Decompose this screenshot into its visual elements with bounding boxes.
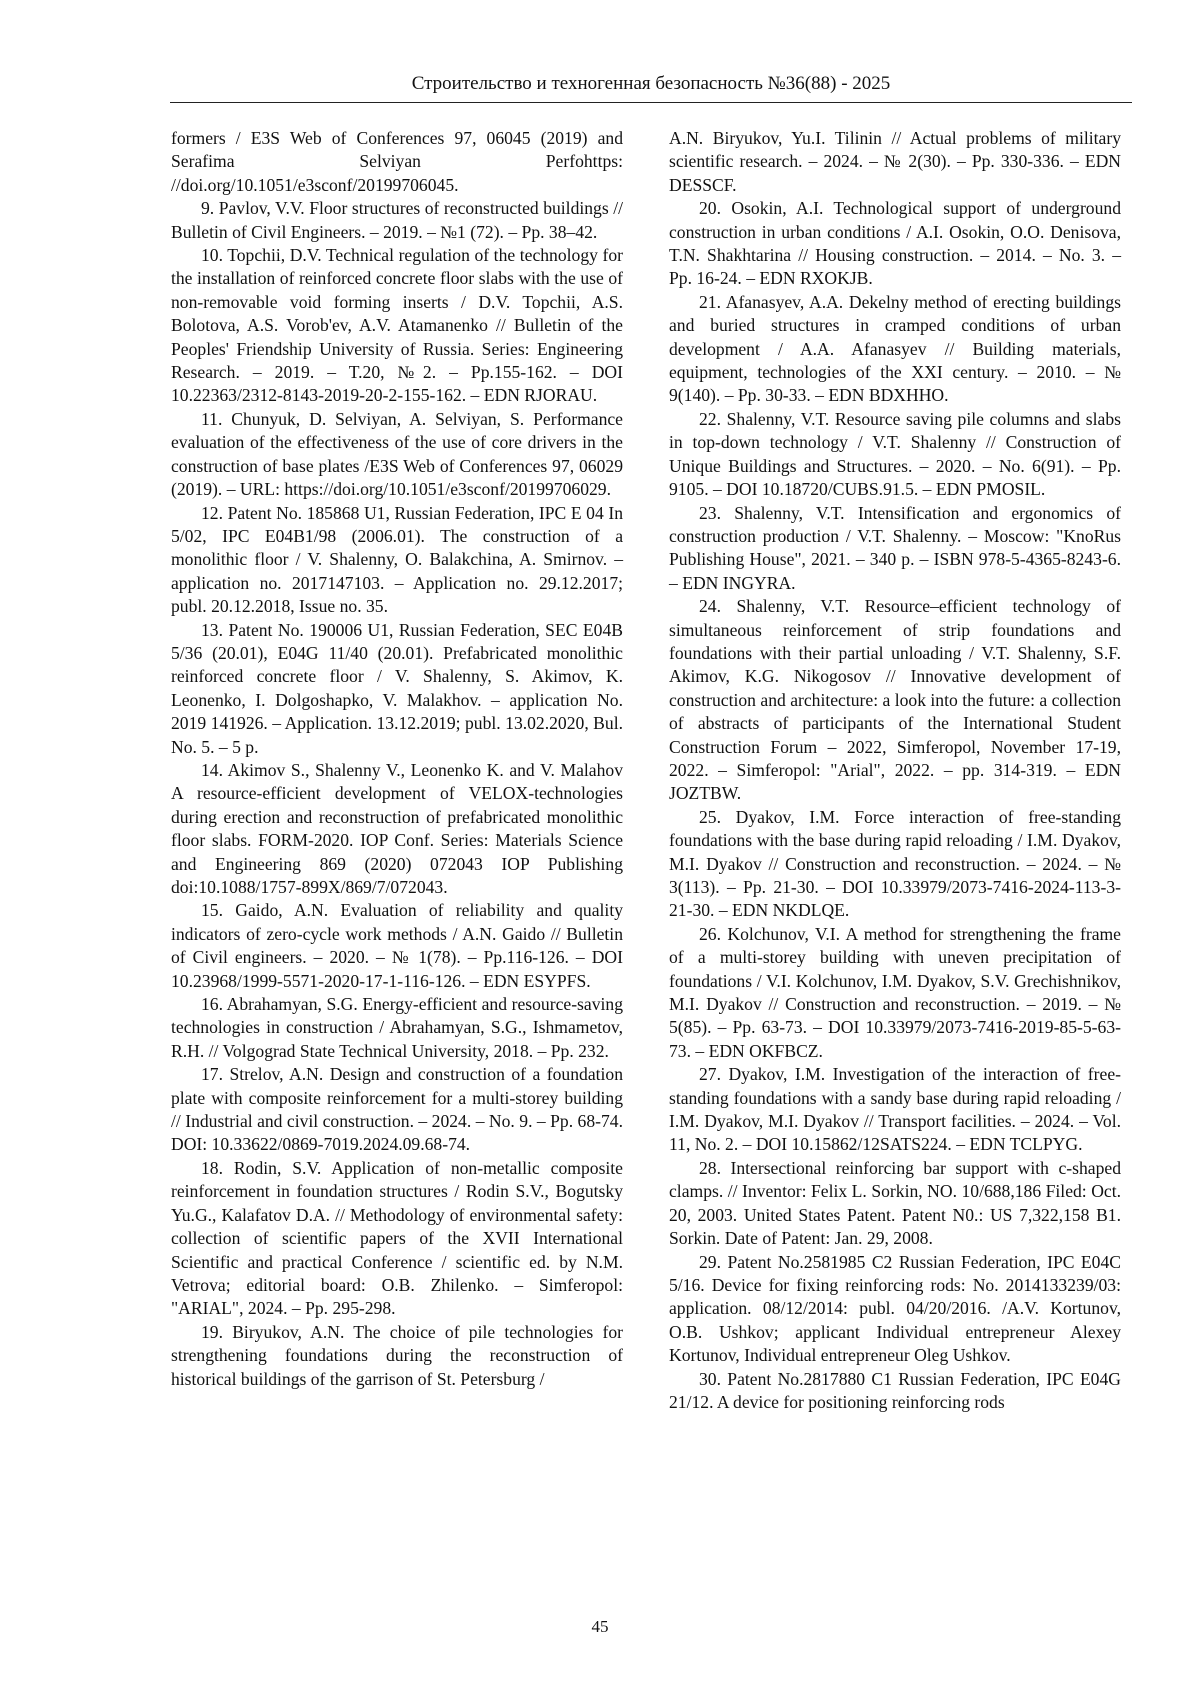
reference-29: 29. Patent No.2581985 C2 Russian Federation, IPC E04C 5/16. Device for fixing reinforcing rods: No. 2014133239/03: application. 08/12/2014: publ. 04/20/2016. /A.V. Kortunov, O.B. Ushkov; applicant Individual entrepreneur Alexey Kortunov, Individual entrepreneur Oleg Ushkov. — [669, 1251, 1121, 1366]
page-number: 45 — [591, 1617, 609, 1636]
reference-17: 17. Strelov, A.N. Design and construction of a foundation plate with composite reinforcement for a multi-storey building // Industrial and civil construction. – 2024. – No. 9. – Pp. 68-74. DOI: 10.33622/0869-7019.2024.09.68-74. — [171, 1064, 623, 1155]
reference-22: 22. Shalenny, V.T. Resource saving pile columns and slabs in top-down technology / V.T. Shalenny // Construction of Unique Buildings and Structures. – 2020. – No. 6(91). – Pp. 9105. – DOI 10.18720/CUBS.91.5. – EDN PMOSIL. — [669, 408, 1121, 500]
reference-10: 10. Topchii, D.V. Technical regulation of the technology for the installation of reinforced concrete floor slabs with the use of non-removable void forming inserts / D.V. Topchii, A.S. Bolotova, A.S. Vorob'ev, A.V. Atamanenko // Bulletin of the Peoples' Friendship University of Russia. Series: Engineering Research. – 2019. – T.20, №2. – Pp.155-162. – DOI 10.22363/2312-8143-2019-20-2-155-162. – EDN RJORAU. — [171, 245, 623, 406]
reference-16: 16. Abrahamyan, S.G. Energy-efficient and resource-saving technologies in construction / Abrahamyan, S.G., Ishmametov, R.H. // Volgograd State Technical University, 2018. – Pp. 232. — [171, 994, 623, 1061]
page-header: Строительство и техногенная безопасность №36(88) - 2025 — [411, 73, 891, 94]
reference-26: 26. Kolchunov, V.I. A method for strengthening the frame of a multi-storey building with uneven precipitation of foundations / V.I. Kolchunov, I.M. Dyakov, S.V. Grechishnikov, M.I. Dyakov // Construction and reconstruction. – 2019. – № 5(85). – Pp. 63-73. – DOI 10.33979/2073-7416-2019-85-5-63-73. – EDN OKFBCZ. — [669, 923, 1121, 1061]
reference-continued: formers / E3S Web of Conferences 97, 06045 (2019) and Serafima Selviyan Perfohttps: //doi.org/10.1051/e3sconf/20199706045. — [171, 128, 623, 195]
reference-19-continued: A.N. Biryukov, Yu.I. Tilinin // Actual problems of military scientific research. – 2024. – № 2(30). – Pp. 330-336. – EDN DESSCF. — [669, 128, 1121, 195]
reference-13: 13. Patent No. 190006 U1, Russian Federation, SEC E04B 5/36 (20.01), E04G 11/40 (20.01). Prefabricated monolithic reinforced concrete floor / V. Shalenny, S. Akimov, K. Leonenko, I. Dolgoshapko, V. Malakhov. – application No. 2019 141926. – Application. 13.12.2019; publ. 13.02.2020, Bul. No. 5. – 5 p. — [171, 619, 623, 757]
reference-11: 11. Chunyuk, D. Selviyan, A. Selviyan, S. Performance evaluation of the effectiveness of the use of core drivers in the construction of base plates /E3S Web of Conferences 97, 06029 (2019). – URL: https://doi.org/10.1051/e3sconf/20199706029. — [171, 408, 623, 500]
reference-9: 9. Pavlov, V.V. Floor structures of reconstructed buildings // Bulletin of Civil Engineers. – 2019. – №1 (72). – Pp. 38–42. — [171, 198, 623, 242]
reference-21: 21. Afanasyev, A.A. Dekelny method of erecting buildings and buried structures in cramped conditions of urban development / A.A. Afanasyev // Building materials, equipment, technologies of the XXI century. – 2010. – № 9(140). – Pp. 30-33. – EDN BDXHHO. — [669, 291, 1121, 406]
right-column — [669, 127, 1121, 1414]
reference-19: 19. Biryukov, A.N. The choice of pile technologies for strengthening foundations during the reconstruction of historical buildings of the garrison of St. Petersburg / — [171, 1321, 623, 1389]
reference-25: 25. Dyakov, I.M. Force interaction of free-standing foundations with the base during rapid reloading / I.M. Dyakov, M.I. Dyakov // Construction and reconstruction. – 2024. – № 3(113). – Pp. 21-30. – DOI 10.33979/2073-7416-2024-113-3-21-30. – EDN NKDLQE. — [669, 806, 1121, 921]
reference-23: 23. Shalenny, V.T. Intensification and ergonomics of construction production / V.T. Shalenny. – Moscow: "KnoRus Publishing House", 2021. – 340 p. – ISBN 978-5-4365-8243-6. – EDN INGYRA. — [669, 502, 1121, 593]
reference-20: 20. Osokin, A.I. Technological support of underground construction in urban conditions / A.I. Osokin, O.O. Denisova, T.N. Shakhtarina // Housing construction. – 2014. – No. 3. – Pp. 16-24. – EDN RXOKJB. — [669, 198, 1121, 289]
reference-15: 15. Gaido, A.N. Evaluation of reliability and quality indicators of zero-cycle work methods / A.N. Gaido // Bulletin of Civil engineers. – 2020. – № 1(78). – Pp.116-126. – DOI 10.23968/1999-5571-2020-17-1-116-126. – EDN ESYPFS. — [171, 900, 623, 991]
reference-28: 28. Intersectional reinforcing bar support with c-shaped clamps. // Inventor: Felix L. Sorkin, NO. 10/688,186 Filed: Oct. 20, 2003. United States Patent. Patent N0.: US 7,322,158 B1. Sorkin. Date of Patent: Jan. 29, 2008. — [669, 1157, 1121, 1249]
reference-18: 18. Rodin, S.V. Application of non-metallic composite reinforcement in foundation structures / Rodin S.V., Bogutsky Yu.G., Kalafatov D.A. // Methodology of environmental safety: collection of scientific papers of the XVII International Scientific and practical Conference / scientific ed. by N.M. Vetrova; editorial board: O.B. Zhilenko. – Simferopol: "ARIAL", 2024. – Pp. 295-298. — [171, 1157, 623, 1319]
reference-24: 24. Shalenny, V.T. Resource–efficient technology of simultaneous reinforcement of strip foundations and foundations with their partial unloading / V.T. Shalenny, S.F. Akimov, K.G. Nikogosov // Innovative development of construction and architecture: a look into the future: a collection of abstracts of participants of the International Student Construction Forum – 2022, Simferopol, November 17-19, 2022. – Simferopol: "Arial", 2022. – pp. 314-319. – EDN JOZTBW. — [669, 596, 1121, 804]
left-column — [171, 127, 623, 1391]
header-rule — [170, 102, 1132, 103]
reference-14: 14. Akimov S., Shalenny V., Leonenko K. and V. Malahov A resource-efficient development of VELOX-technologies during erection and reconstruction of prefabricated monolithic floor slabs. FORM-2020. IOP Conf. Series: Materials Science and Engineering 869 (2020) 072043 IOP Publishing doi:10.1088/1757-899X/869/7/072043. — [171, 759, 623, 897]
reference-12: 12. Patent No. 185868 U1, Russian Federation, IPC E 04 In 5/02, IPC E04B1/98 (2006.01). The construction of a monolithic floor / V. Shalenny, O. Balakchina, A. Smirnov. – application no. 2017147103. – Application no. 29.12.2017; publ. 20.12.2018, Issue no. 35. — [171, 502, 623, 617]
reference-27: 27. Dyakov, I.M. Investigation of the interaction of free-standing foundations with a sandy base during rapid reloading / I.M. Dyakov, M.I. Dyakov // Transport facilities. – 2024. – Vol. 11, No. 2. – DOI 10.15862/12SATS224. – EDN TCLPYG. — [669, 1064, 1121, 1155]
reference-30: 30. Patent No.2817880 C1 Russian Federation, IPC E04G 21/12. A device for positioning reinforcing rods — [669, 1368, 1121, 1412]
